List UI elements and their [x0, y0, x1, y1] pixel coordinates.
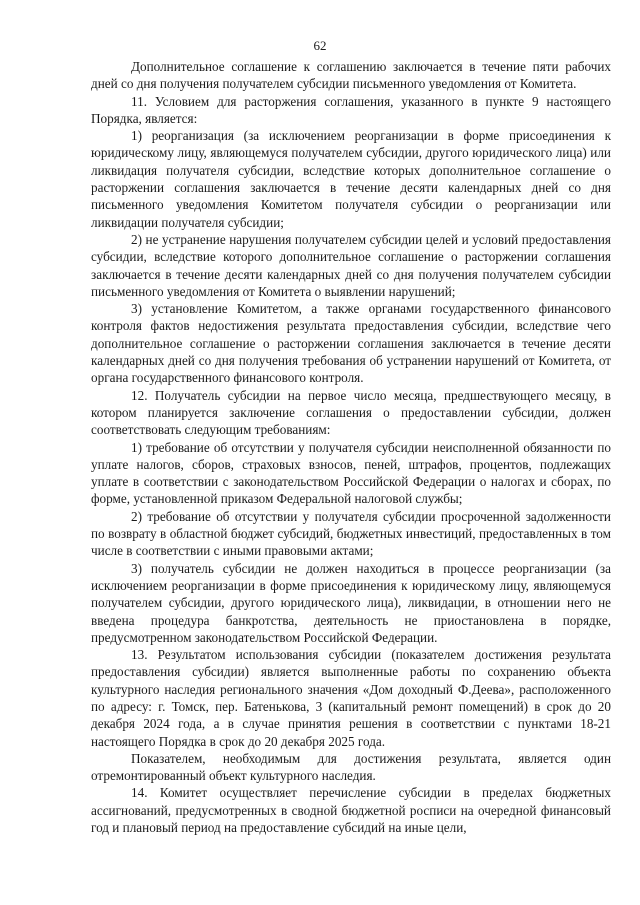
paragraph-section-14: 14. Комитет осуществляет перечисление субсидии в пределах бюджетных ассигнований, предусмотренных в сводной бюджетной росписи на очередной финансовый год и плановый период на предоставление субсидий на иные цели, — [91, 785, 611, 836]
paragraph-supplementary-agreement: Дополнительное соглашение к соглашению заключается в течение пяти рабочих дней со дня получения получателем субсидии письменного уведомления от Комитета. — [91, 59, 611, 92]
paragraph-11-item-2: 2) не устранение нарушения получателем субсидии целей и условий предоставления субсидии, вследствие которого дополнительное соглашение о расторжении соглашения заключается в течение десяти календарных дней со дня получения получателем субсидии письменного уведомления от Комитета о выявлении нарушений; — [91, 231, 611, 299]
paragraph-12-item-2: 2) требование об отсутствии у получателя субсидии просроченной задолженности по возврату в областной бюджет субсидий, бюджетных инвестиций, предоставленных в том числе в соответствии с иными правовыми актами; — [91, 508, 611, 559]
paragraph-section-13: 13. Результатом использования субсидии (показателем достижения результата предоставления субсидии) является выполненные работы по сохранению объекта культурного наследия регионального значения «Дом доходный Ф.Деева», расположенного по адресу: г. Томск, пер. Батенькова, 3 (капитальный ремонт помещений) в срок до 20 декабря 2024 года, а в случае принятия решения в соответствии с пунктами 18-21 настоящего Порядка в срок до 20 декабря 2025 года. — [91, 647, 611, 749]
page-number: 62 — [313, 38, 327, 53]
paragraph-section-12: 12. Получатель субсидии на первое число месяца, предшествующего месяцу, в котором планируется заключение соглашения о предоставлении субсидии, должен соответствовать следующим требованиям: — [91, 387, 611, 438]
paragraph-11-item-1: 1) реорганизация (за исключением реорганизации в форме присоединения к юридическому лицу, являющемуся получателем субсидии, другого юридического лица) или ликвидация получателя субсидии, вследствие которых дополнительное соглашение о расторжении соглашения заключается в течение десяти календарных дней со дня письменного уведомления Комитетом получателя субсидии о реорганизации или ликвидации получателя субсидии; — [91, 128, 611, 230]
paragraph-section-11: 11. Условием для расторжения соглашения, указанного в пункте 9 настоящего Порядка, является: — [91, 93, 611, 126]
paragraph-result-indicator: Показателем, необходимым для достижения результата, является один отремонтированный объект культурного наследия. — [91, 750, 611, 784]
document-body — [91, 58, 611, 836]
paragraph-12-item-1: 1) требование об отсутствии у получателя субсидии неисполненной обязанности по уплате налогов, сборов, страховых взносов, пеней, штрафов, процентов, подлежащих уплате в соответствии с законодательством Российской Федерации о налогах и сборах, по форме, установленной приказом Федеральной налоговой службы; — [91, 439, 611, 507]
paragraph-12-item-3: 3) получатель субсидии не должен находиться в процессе реорганизации (за исключением реорганизации в форме присоединения к юридическому лицу, являющемуся получателем субсидии, другого юридического лица), ликвидации, в отношении него не введена процедура банкротства, деятельность не приостановлена в порядке, предусмотренном законодательством Российской Федерации. — [91, 560, 611, 645]
paragraph-11-item-3: 3) установление Комитетом, а также органами государственного финансового контроля фактов недостижения результата предоставления субсидии, вследствие чего дополнительное соглашение о расторжении соглашения заключается в течение десяти календарных дней со дня получения требования об устранении нарушений от Комитета, от органа государственного финансового контроля. — [91, 301, 611, 386]
